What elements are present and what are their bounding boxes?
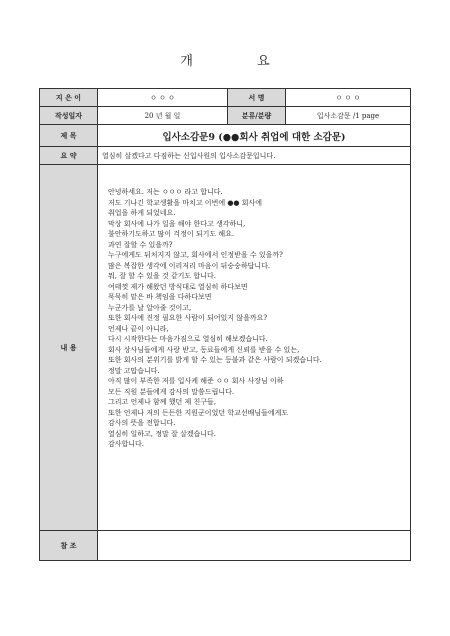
- summary-value: 열심히 살겠다고 다짐하는 신입사원의 입사소감문입니다.: [98, 147, 411, 165]
- page-title: 개 요: [180, 54, 300, 69]
- content-line: 아직 많이 부족한 저를 입사케 해준 ㅇㅇ 회사 사장님 이하: [108, 377, 284, 385]
- content-line: 누구에게도 뒤처지지 않고, 회사에서 인정받을 수 있을까?: [108, 251, 283, 259]
- content-line: 다시 시작한다는 마음가짐으로 열심히 해보겠습니다.: [108, 335, 268, 343]
- summary-label: 요 약: [40, 147, 98, 165]
- content-label: 내 용: [40, 165, 98, 531]
- content-line: 그리고 언제나 함께 했던 제 친구들,: [108, 398, 217, 406]
- signature-label: 서 명: [228, 89, 286, 107]
- content-line: 묵묵히 맡은 바 책임을 다하다보면: [108, 293, 212, 301]
- content-line: 안녕하세요. 저는 ㅇㅇㅇ 라고 합니다.: [108, 188, 223, 196]
- content-line: 회사 상사님들에게 사랑 받고, 동료들에게 신뢰를 받을 수 있는,: [108, 345, 300, 354]
- date-value: 20 년 월 일: [98, 107, 228, 125]
- content-line: 정말 고맙습니다.: [108, 366, 160, 375]
- content-body: [98, 165, 410, 450]
- content-line: 또한 회사의 분위기를 밝게 할 수 있는 등불과 같은 사람이 되겠습니다.: [108, 356, 322, 364]
- author-value: ㅇ ㅇ ㅇ: [98, 89, 228, 107]
- content-line: 또한 회사에 진정 필요한 사람이 되어있지 않을까요?: [108, 314, 268, 322]
- subject-label: 제 목: [40, 125, 98, 147]
- content-line: 취업을 하게 되었네요.: [108, 209, 176, 217]
- content-cell: [98, 165, 411, 531]
- summary-table: [39, 88, 411, 561]
- reference-label: 참 조: [40, 531, 98, 561]
- content-line: 감사의 뜻을 전합니다.: [108, 419, 176, 427]
- date-label: 작성일자: [40, 107, 98, 125]
- content-line: 많은 복잡한 생각에 이리저리 마음이 뒤숭숭하답니다.: [108, 261, 271, 270]
- category-value: 입사소감문 /1 page: [286, 107, 411, 125]
- content-line: 막상 회사에 나가 일을 해야 한다고 생각하니,: [108, 219, 246, 228]
- content-line: 뭐, 잘 할 수 있을 것 같기도 합니다.: [108, 272, 216, 280]
- content-line: 열심히 일하고, 정말 잘 살겠습니다.: [108, 429, 217, 438]
- author-label: 지 은 이: [40, 89, 98, 107]
- content-line: 모든 직원 분들에게 감사의 말씀드립니다.: [108, 387, 235, 396]
- reference-value: [98, 531, 411, 561]
- content-line: 또한 언제나 저의 든든한 지원군이었던 학교선배님들에게도: [108, 408, 289, 417]
- content-line: 불안하기도하고 많이 걱정이 되기도 해요.: [108, 230, 235, 238]
- signature-value: ㅇ ㅇ ㅇ: [286, 89, 411, 107]
- content-line: 누군가를 날 알아줄 것이고,: [108, 303, 192, 312]
- content-line: 여태껏 제가 해왔던 방식대로 열심히 하다보면: [108, 282, 248, 291]
- content-line: 저도 기나긴 학교생활을 마치고 이번에 ●● 회사에: [108, 198, 263, 207]
- subject-value: 입사소감문9 (●●회사 취업에 대한 소감문): [98, 125, 411, 147]
- content-line: 감사합니다.: [108, 440, 145, 448]
- category-label: 분류/분량: [228, 107, 286, 125]
- content-line: 언제나 끝이 아니라,: [108, 324, 169, 333]
- content-line: 과연 잘할 수 있을까?: [108, 240, 173, 249]
